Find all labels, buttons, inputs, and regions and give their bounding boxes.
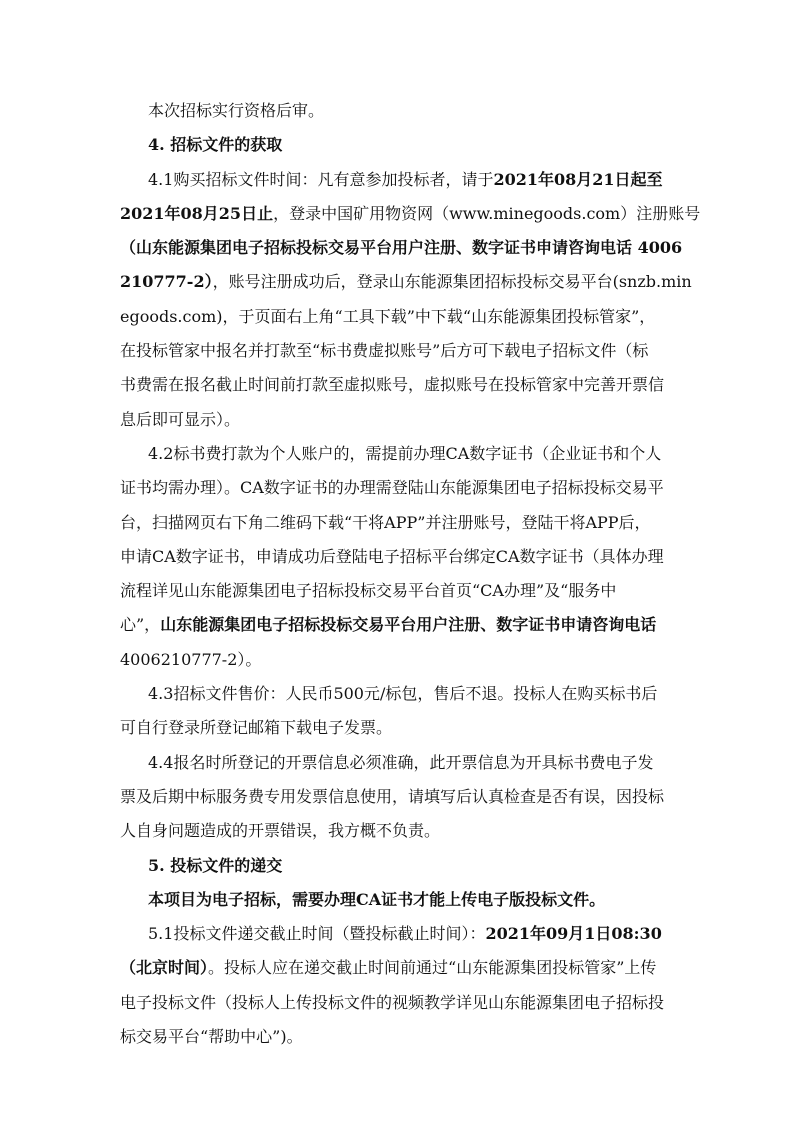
- text-line: [120, 334, 693, 368]
- bold-text-segment: 210777-2）: [120, 272, 213, 292]
- text-segment: 心”，: [120, 615, 161, 635]
- text-segment: 4.1购买招标文件时间：凡有意参加投标者，请于: [148, 169, 494, 189]
- text-line: [120, 265, 693, 299]
- bold-text-segment: 2021年09月1日08:30: [485, 924, 662, 944]
- text-segment: ，登录中国矿用物资网（www.minegoods.com）注册账号: [273, 203, 701, 223]
- text-segment: 书费需在报名截止时间前打款至虚拟账号，虚拟账号在投标管家中完善开票信: [120, 375, 665, 395]
- text-line: [120, 163, 693, 197]
- text-segment: 息后即可显示）。: [120, 409, 241, 429]
- bold-text-segment: 2021年08月25日止: [120, 203, 274, 223]
- text-line: [120, 883, 693, 917]
- text-segment: 电子投标文件（投标人上传投标文件的视频教学详见山东能源集团电子招标投: [120, 992, 665, 1012]
- text-line: [120, 231, 693, 265]
- text-segment: 在投标管家中报名并打款至“标书费虚拟账号”后方可下载电子招标文件（标: [120, 341, 649, 361]
- text-line: [120, 951, 693, 985]
- text-segment: 。投标人应在递交截止时间前通过“山东能源集团投标管家”上传: [208, 958, 657, 978]
- text-line: [120, 917, 693, 951]
- text-segment: egoods.com)，于页面右上角“工具下载”中下载“山东能源集团投标管家”，: [120, 306, 656, 326]
- text-line: [120, 643, 693, 677]
- text-segment: 4.2标书费打款为个人账户的，需提前办理CA数字证书（企业证书和个人: [148, 443, 662, 463]
- bold-text-segment: 本项目为电子招标，需要办理CA证书才能上传电子版投标文件。: [148, 889, 606, 909]
- text-line: [120, 746, 693, 780]
- text-line: [120, 403, 693, 437]
- text-line: [120, 197, 701, 231]
- text-segment: ，账号注册成功后，登录山东能源集团招标投标交易平台(snzb.min: [212, 272, 692, 292]
- text-segment: 5.1投标文件递交截止时间（暨投标截止时间）：: [148, 924, 486, 944]
- text-segment: 4006210777-2）。: [120, 649, 262, 669]
- text-line: [120, 780, 693, 814]
- text-line: [120, 540, 693, 574]
- text-line: [120, 574, 693, 608]
- bold-text-segment: （山东能源集团电子招标投标交易平台用户注册、数字证书申请咨询电话 4006: [120, 238, 683, 258]
- text-segment: 台，扫描网页右下角二维码下载“干将APP”并注册账号，登陆干将APP后，: [120, 512, 651, 532]
- text-line: [120, 849, 693, 883]
- text-line: [120, 300, 693, 334]
- text-line: [120, 711, 693, 745]
- text-line: [120, 506, 693, 540]
- text-segment: 可自行登录所登记邮箱下载电子发票。: [120, 718, 393, 738]
- bold-text-segment: 4. 招标文件的获取: [148, 135, 283, 155]
- text-line: [120, 814, 693, 848]
- text-segment: 4.3招标文件售价：人民币500元/标包，售后不退。投标人在购买标书后: [148, 684, 658, 704]
- text-line: [120, 437, 693, 471]
- text-line: [120, 986, 693, 1020]
- bold-text-segment: （北京时间）: [120, 958, 209, 978]
- text-line: [120, 94, 693, 128]
- bold-text-segment: 山东能源集团电子招标投标交易平台用户注册、数字证书申请咨询电话: [160, 615, 657, 635]
- text-segment: 4.4报名时所登记的开票信息必须准确，此开票信息为开具标书费电子发: [148, 752, 654, 772]
- text-line: [120, 128, 693, 162]
- text-line: [120, 368, 693, 402]
- document-body: [120, 94, 701, 1054]
- text-segment: 申请CA数字证书，申请成功后登陆电子招标平台绑定CA数字证书（具体办理: [120, 546, 664, 566]
- text-segment: 流程详见山东能源集团电子招标投标交易平台首页“CA办理”及“服务中: [120, 581, 617, 601]
- bold-text-segment: 2021年08月21日起至: [493, 169, 663, 189]
- text-line: [120, 608, 693, 642]
- text-segment: 标交易平台“帮助中心”)。: [120, 1027, 303, 1047]
- text-segment: 票及后期中标服务费专用发票信息使用，请填写后认真检查是否有误，因投标: [120, 786, 665, 806]
- text-line: [120, 677, 693, 711]
- text-segment: 本次招标实行资格后审。: [148, 101, 325, 120]
- bold-text-segment: 5. 投标文件的递交: [148, 855, 283, 875]
- text-segment: 证书均需办理）。CA数字证书的办理需登陆山东能源集团电子招标投标交易平: [120, 478, 664, 498]
- text-line: [120, 1020, 693, 1054]
- text-line: [120, 471, 693, 505]
- text-segment: 人自身问题造成的开票错误，我方概不负责。: [120, 821, 441, 841]
